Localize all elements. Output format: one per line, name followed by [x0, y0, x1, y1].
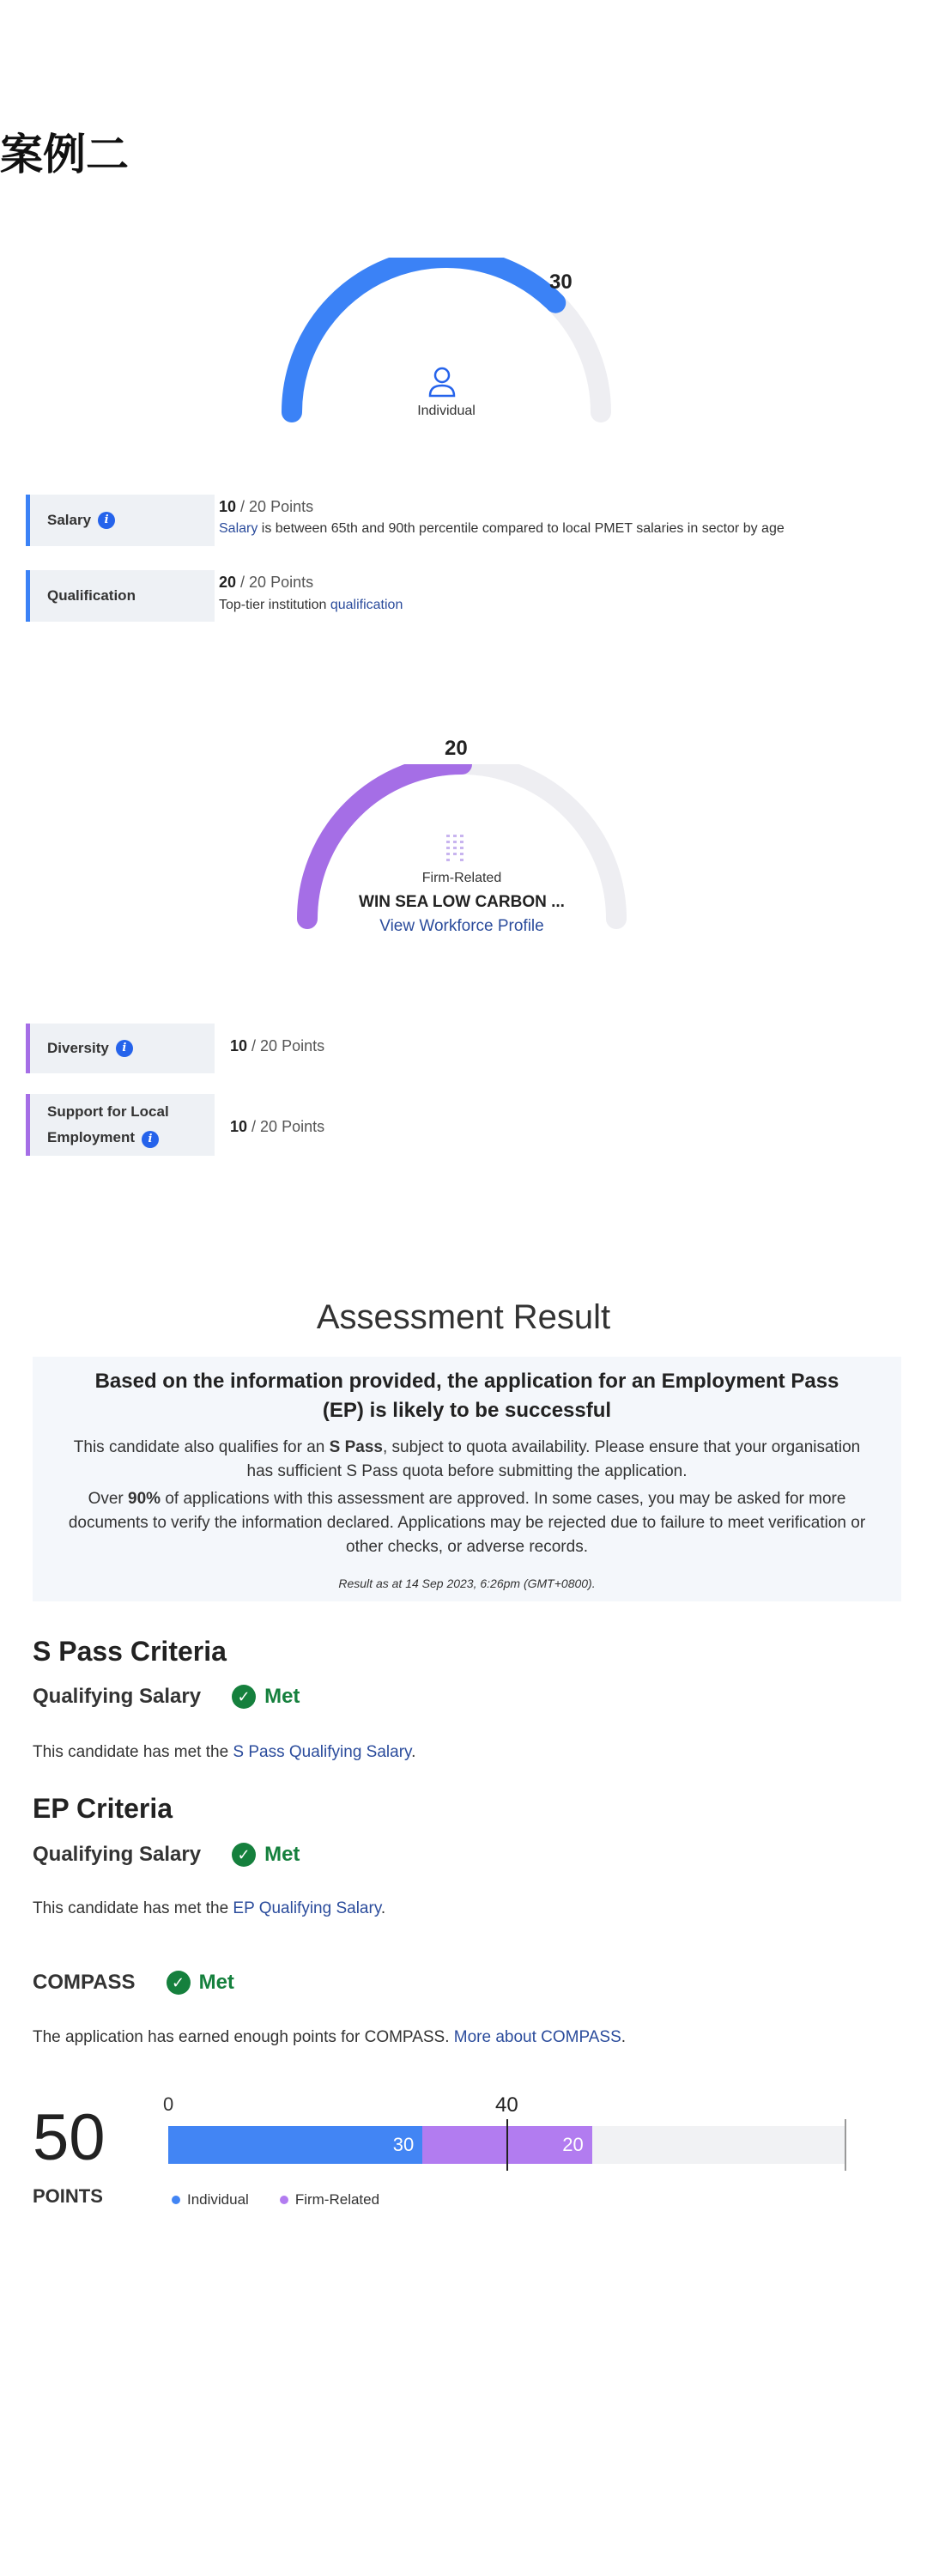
ep-qualifying-salary-link[interactable]: EP Qualifying Salary — [233, 1899, 381, 1917]
ep-qualifying-salary — [33, 1843, 300, 1867]
qualification-points — [219, 574, 313, 592]
legend-individual-label: Individual — [187, 2191, 249, 2208]
spass-met-text-prefix: This candidate has met the — [33, 1743, 233, 1761]
check-icon: ✓ — [167, 1971, 191, 1995]
compass-heading — [33, 1971, 234, 1995]
criterion-diversity — [26, 1024, 215, 1073]
points-bar — [168, 2126, 846, 2164]
total-points: 50 — [33, 2101, 106, 2174]
individual-gauge-label: Individual — [417, 404, 476, 418]
salary-description — [219, 521, 785, 537]
check-icon: ✓ — [232, 1685, 256, 1709]
info-icon[interactable]: i — [116, 1040, 133, 1057]
criterion-salary — [26, 495, 215, 546]
criterion-local-employment-label — [47, 1099, 169, 1151]
firm-gauge-score: 20 — [445, 737, 468, 760]
criterion-qualification — [26, 570, 215, 622]
firm-segment-label: 20 — [562, 2134, 584, 2155]
diversity-points-value: 10 — [230, 1037, 248, 1054]
spass-qualifying-salary-link[interactable]: S Pass Qualifying Salary — [233, 1743, 412, 1761]
spass-criteria-title: S Pass Criteria — [33, 1636, 227, 1667]
salary-points — [219, 498, 313, 516]
more-about-compass-link[interactable]: More about COMPASS — [453, 2028, 621, 2046]
assessment-spass-note — [58, 1436, 876, 1484]
legend-individual — [172, 2191, 249, 2208]
local-employment-points — [230, 1118, 324, 1136]
view-workforce-profile-link[interactable]: View Workforce Profile — [379, 917, 544, 935]
criterion-qualification-label: Qualification — [47, 587, 136, 604]
diversity-points-max: / 20 Points — [251, 1037, 325, 1054]
qualification-points-max: / 20 Points — [240, 574, 314, 591]
compass-text-prefix: The application has earned enough points for COMPASS. — [33, 2028, 454, 2046]
threshold-label: 40 — [495, 2093, 518, 2117]
ep-met-badge — [232, 1843, 300, 1867]
spass-met-text-suffix: . — [411, 1743, 416, 1761]
ep-met-text-suffix: . — [380, 1899, 386, 1917]
approval-note-text-2: of applications with this assessment are approved. In some cases, you may be asked for more documents to verify the information declared. Applications may be rejected due to failure to meet verification or other checks, or adverse records. — [68, 1490, 866, 1556]
qualification-link[interactable]: qualification — [330, 598, 403, 612]
spass-note-text-2: , subject to quota availability. Please ensure that your organisation has sufficient S Pass quota before submitting the application. — [246, 1438, 861, 1480]
criterion-diversity-label: Diversity — [47, 1040, 109, 1056]
salary-points-max: / 20 Points — [240, 498, 314, 515]
assessment-headline: Based on the information provided, the application for an Employment Pass (EP) is likely to be successful — [94, 1370, 839, 1422]
spass-note-text-1: This candidate also qualifies for an — [73, 1438, 330, 1456]
compass-met-badge — [167, 1971, 234, 1995]
qualification-points-value: 20 — [219, 574, 237, 591]
legend — [172, 2191, 379, 2208]
threshold-marker — [506, 2119, 508, 2171]
axis-start-label: 0 — [163, 2093, 174, 2115]
spass-qualifying-salary — [33, 1685, 300, 1709]
local-employment-points-max: / 20 Points — [251, 1118, 325, 1135]
individual-segment — [168, 2126, 422, 2164]
salary-description-text: is between 65th and 90th percentile compared to local PMET salaries in sector by age — [258, 521, 785, 536]
ep-met-text — [33, 1899, 385, 1918]
compass-met-label: Met — [198, 1971, 234, 1994]
info-icon[interactable]: i — [142, 1131, 159, 1148]
ep-qualifying-salary-label: Qualifying Salary — [33, 1843, 202, 1866]
qualification-description — [219, 598, 403, 613]
company-name: WIN SEA LOW CARBON ... — [359, 893, 565, 911]
ep-met-text-prefix: This candidate has met the — [33, 1899, 233, 1917]
individual-gauge-score: 30 — [549, 270, 573, 294]
criterion-local-employment-label-line2: Employment — [47, 1129, 136, 1145]
ep-criteria-title: EP Criteria — [33, 1793, 173, 1824]
local-employment-points-value: 10 — [230, 1118, 248, 1135]
check-icon: ✓ — [232, 1843, 256, 1867]
case-title: 案例二 — [0, 130, 129, 179]
qualification-description-text: Top-tier institution — [219, 598, 330, 612]
bar-end-marker — [845, 2119, 846, 2171]
spass-note-bold: S Pass — [329, 1438, 383, 1456]
spass-met-label: Met — [264, 1685, 300, 1708]
compass-text — [33, 2028, 626, 2047]
criterion-salary-label: Salary — [47, 512, 92, 528]
spass-qualifying-salary-label: Qualifying Salary — [33, 1685, 202, 1708]
assessment-title: Assessment Result — [316, 1298, 611, 1336]
user-icon — [425, 365, 459, 399]
approval-note-bold: 90% — [128, 1490, 161, 1508]
legend-firm — [280, 2191, 379, 2208]
legend-firm-label: Firm-Related — [294, 2191, 380, 2208]
total-points-label: POINTS — [33, 2185, 103, 2207]
compass-text-suffix: . — [621, 2028, 627, 2046]
salary-points-value: 10 — [219, 498, 237, 515]
criterion-local-employment-label-line1: Support for Local — [47, 1103, 169, 1120]
ep-met-label: Met — [264, 1843, 300, 1866]
info-icon[interactable]: i — [98, 512, 115, 529]
assessment-timestamp: Result as at 14 Sep 2023, 6:26pm (GMT+0800). — [338, 1577, 596, 1590]
compass-title: COMPASS — [33, 1971, 136, 1994]
assessment-approval-note — [58, 1487, 876, 1559]
diversity-points — [230, 1037, 324, 1055]
building-icon — [445, 833, 469, 864]
criterion-local-employment — [26, 1094, 215, 1156]
spass-met-badge — [232, 1685, 300, 1709]
approval-note-text-1: Over — [88, 1490, 129, 1508]
assessment-box — [33, 1357, 901, 1601]
firm-gauge-label: Firm-Related — [421, 871, 502, 885]
salary-link[interactable]: Salary — [219, 521, 258, 536]
individual-gauge-fill — [292, 258, 555, 412]
spass-met-text — [33, 1743, 415, 1762]
individual-segment-label: 30 — [392, 2134, 415, 2155]
